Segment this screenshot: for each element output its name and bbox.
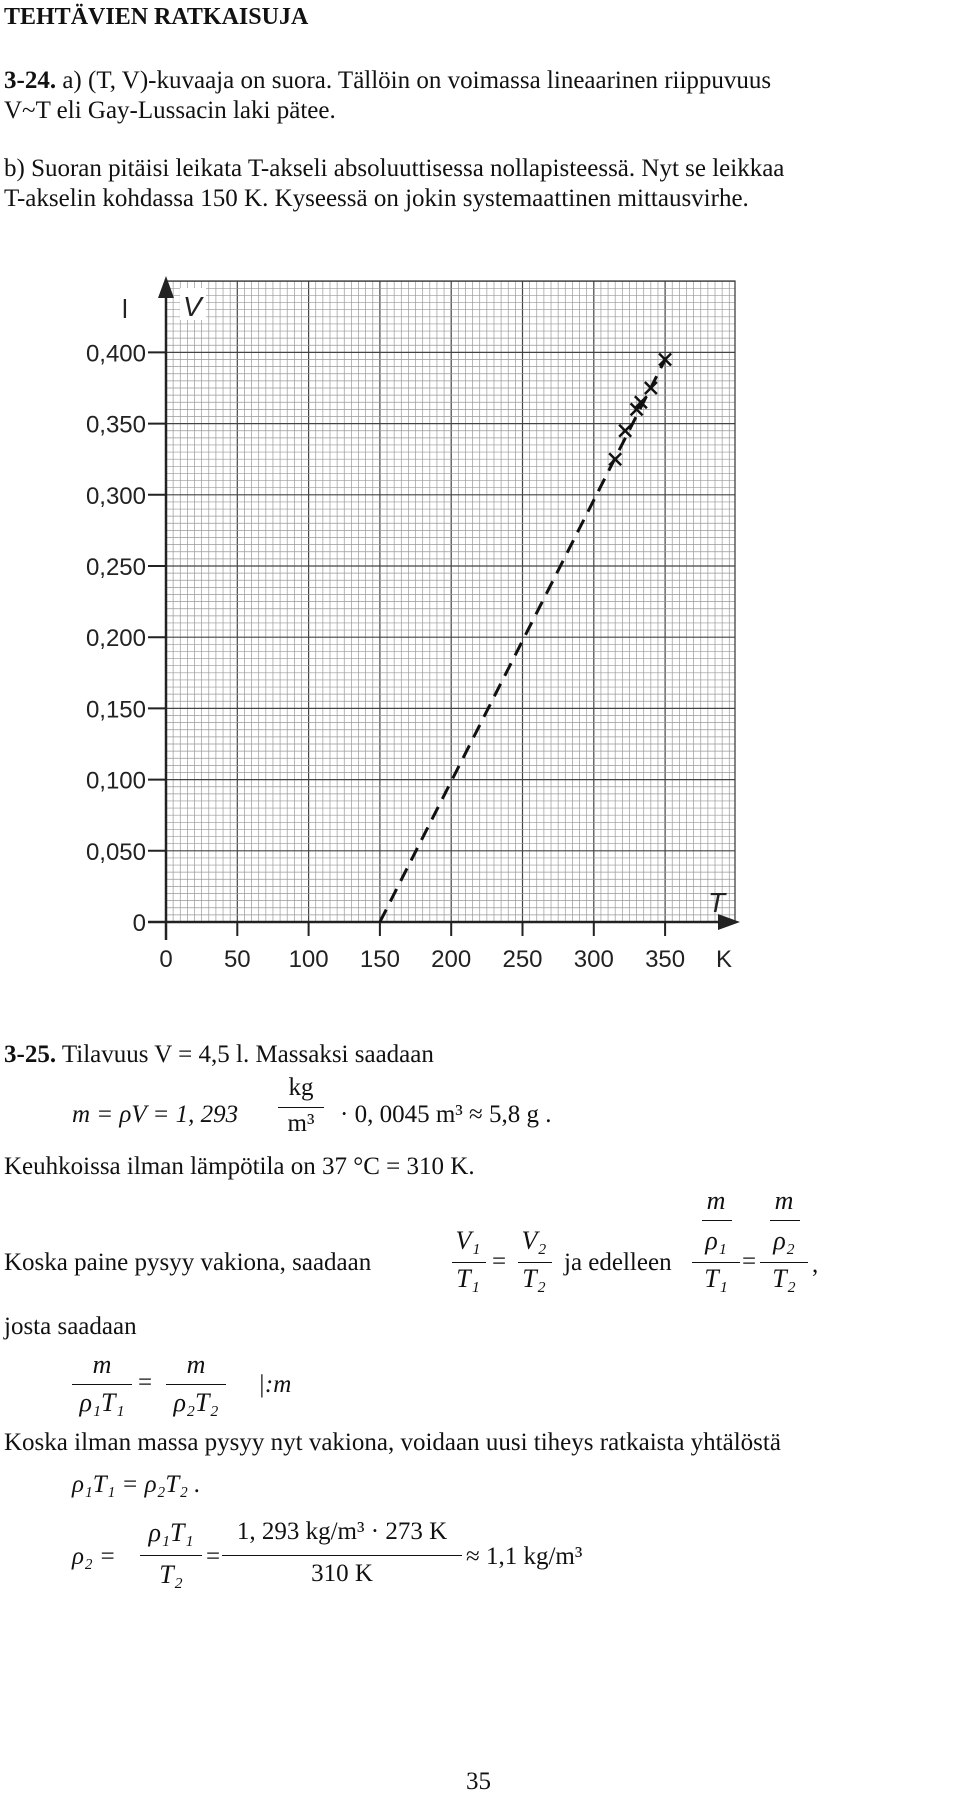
unit-kg: kg: [288, 1074, 314, 1101]
rho2-eq: ρ₂ =: [72, 1543, 116, 1570]
t1: T₁: [456, 1264, 480, 1293]
m-top1: m: [706, 1186, 726, 1215]
x-tick-label: 250: [502, 946, 543, 973]
x-tick-label: 200: [431, 946, 472, 973]
page-header: TEHTÄVIEN RATKAISUJA: [4, 4, 309, 30]
y-tick-label: 0,350: [85, 411, 146, 439]
y-tick-label: 0,200: [85, 625, 146, 653]
num-value: 1, 293 kg/m³ · 273 K: [236, 1518, 448, 1545]
m-top3: m: [92, 1350, 112, 1379]
y-tick-label: 0,250: [85, 554, 146, 581]
den-value: 310 K: [311, 1560, 373, 1587]
frac-bar: [140, 1555, 202, 1556]
rho2: ρ₂: [773, 1226, 795, 1255]
x-axis-unit: K: [716, 946, 733, 973]
x-tick-label: 150: [359, 946, 400, 973]
temperature-text: Keuhkoissa ilman lämpötila on 37 °C = 310 K.: [4, 1153, 475, 1180]
t2b: T₂: [772, 1264, 796, 1293]
rho1t1-num: ρ₁T₁: [148, 1518, 194, 1547]
frac-bar: [770, 1220, 800, 1221]
y-tick-label: 0,100: [85, 767, 146, 795]
josta-text: josta saadaan: [4, 1313, 137, 1340]
frac-bar: [692, 1262, 740, 1263]
y-axis-arrow: [158, 276, 174, 298]
ja-text: ja edelleen: [564, 1249, 672, 1276]
x-tick-label: 0: [159, 946, 173, 973]
problem-3-25-line1: [4, 1040, 434, 1070]
x-tick-label: 300: [573, 946, 614, 973]
y-tick-label: 0,050: [85, 838, 146, 866]
problem-number: 3-24.: [4, 67, 57, 94]
m-top4: m: [186, 1350, 206, 1379]
frac-bar: [72, 1384, 132, 1385]
eq-mass-rest: · 0, 0045 m³ ≈ 5,8 g .: [340, 1101, 552, 1128]
y-tick-label: 0,150: [85, 696, 146, 724]
rho1t1: ρ₁T₁: [79, 1388, 125, 1417]
m-top2: m: [774, 1186, 794, 1215]
v1: V₁: [455, 1226, 481, 1255]
answer-a-line1: a) (T, V)-kuvaaja on suora. Tällöin on voimassa lineaarinen riippuvuus: [62, 67, 772, 94]
answer-b-line1: b) Suoran pitäisi leikata T-akseli absoluuttisessa nollapisteessä. Nyt se leikkaa: [4, 155, 785, 182]
frac-bar: [702, 1220, 732, 1221]
x-axis-label: T: [708, 887, 726, 918]
answer-b-line2: T-akselin kohdassa 150 K. Kyseessä on jokin systemaattinen mittausvirhe.: [4, 185, 749, 212]
frac-bar: [222, 1555, 462, 1556]
t1b: T₁: [704, 1264, 728, 1293]
divide-m: |:m: [258, 1371, 292, 1398]
y-tick-label: 0,400: [85, 340, 146, 368]
x-tick-label: 350: [645, 946, 686, 973]
frac-bar: [760, 1262, 808, 1263]
frac-bar: [166, 1384, 226, 1385]
page-number: 35: [466, 1768, 491, 1795]
answer-a-line2: V~T eli Gay-Lussacin laki pätee.: [4, 97, 336, 124]
x-tick-label: 100: [288, 946, 329, 973]
koska-text: Koska paine pysyy vakiona, saadaan: [4, 1249, 372, 1276]
rho1: ρ₁: [705, 1226, 727, 1255]
frac-bar: [452, 1262, 486, 1263]
y-axis-label: V: [183, 291, 202, 322]
eq-mass-lhs: m = ρV = 1, 293: [72, 1101, 239, 1128]
t2: T₂: [522, 1264, 546, 1293]
eq-rho: ρ₁T₁ = ρ₂T₂ .: [72, 1471, 201, 1498]
v2: V₂: [521, 1226, 547, 1255]
unit-m3: m³: [287, 1110, 315, 1137]
x-tick-label: 50: [223, 946, 251, 973]
koska2-text: Koska ilman massa pysyy nyt vakiona, voidaan uusi tiheys ratkaista yhtälöstä: [4, 1429, 781, 1456]
result: ≈ 1,1 kg/m³: [466, 1543, 583, 1570]
intro-text: Tilavuus V = 4,5 l. Massaksi saadaan: [61, 1041, 434, 1068]
frac-bar: [278, 1107, 324, 1108]
y-tick-label: 0: [132, 910, 146, 937]
frac-bar: [518, 1262, 552, 1263]
y-tick-label: 0,300: [85, 482, 146, 510]
t2-den: T₂: [159, 1560, 183, 1589]
y-axis-unit: l: [122, 294, 128, 324]
problem-number-2: 3-25.: [4, 1041, 57, 1068]
rho2t2: ρ₂T₂: [173, 1388, 219, 1417]
